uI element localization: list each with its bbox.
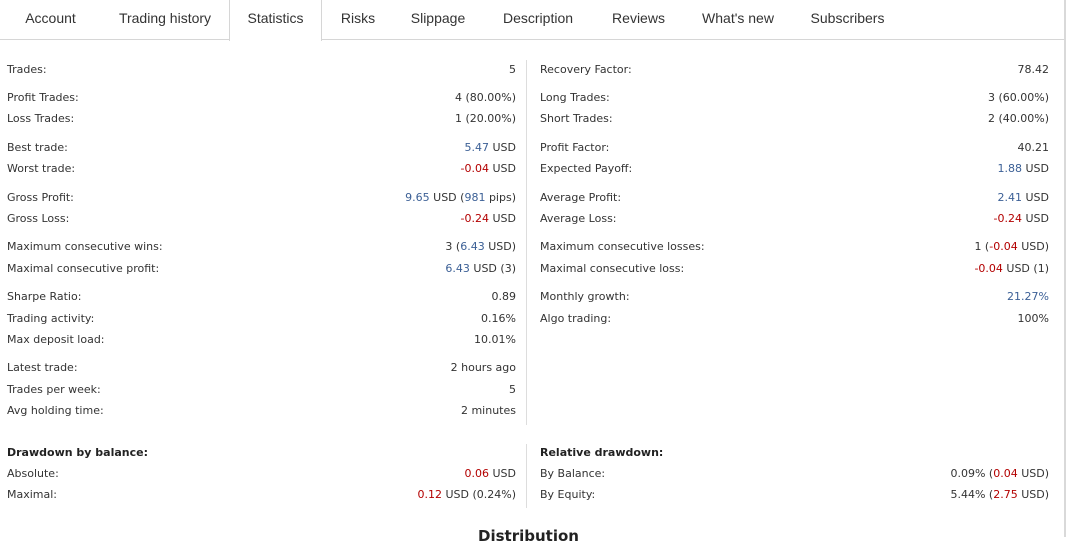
- value-number: -0.24: [460, 212, 489, 225]
- value-tail: USD): [1017, 488, 1049, 501]
- stat-label: Maximal consecutive profit:: [7, 262, 160, 275]
- stat-label: Profit Trades:: [7, 91, 79, 104]
- stat-value: 0.16%: [481, 312, 516, 325]
- value-tail: USD): [1017, 240, 1049, 253]
- value-tail: USD): [484, 240, 516, 253]
- value-number: 1.88: [997, 162, 1022, 175]
- stat-value: 10.01%: [474, 333, 516, 346]
- stat-label: By Equity:: [540, 488, 596, 501]
- value-number: -0.24: [993, 212, 1022, 225]
- value-unit: USD: [1021, 191, 1049, 204]
- stat-label: Maximal:: [7, 488, 58, 501]
- stat-value: 2 (40.00%): [987, 112, 1049, 125]
- section-heading: Relative drawdown:: [540, 446, 664, 459]
- value-number: 2.75: [993, 488, 1018, 501]
- stat-value: [800, 161, 1049, 177]
- stat-average-loss: [0, 211, 1060, 227]
- stat-label: Avg holding time:: [7, 404, 104, 417]
- value-number: 6.43: [445, 262, 470, 275]
- stat-label: Maximum consecutive losses:: [540, 240, 705, 253]
- stat-label: Trading activity:: [7, 312, 95, 325]
- value-number: 0.04: [993, 467, 1018, 480]
- stat-value: [800, 190, 1049, 206]
- stat-label: Gross Profit:: [7, 191, 74, 204]
- value-unit: USD: [488, 141, 516, 154]
- value-number: -0.04: [460, 162, 489, 175]
- stat-value: 1 (20.00%): [454, 112, 516, 125]
- stat-max-deposit-load: [0, 332, 520, 348]
- scrollbar[interactable]: [1064, 0, 1066, 537]
- stat-recovery-factor: [0, 62, 1060, 78]
- tab-subscribers[interactable]: Subscribers: [810, 10, 885, 26]
- stat-max-consecutive-loss: [0, 261, 1060, 277]
- stat-value: 2 hours ago: [450, 361, 516, 374]
- stat-label: Gross Loss:: [7, 212, 70, 225]
- stat-label: Average Loss:: [540, 212, 617, 225]
- value-tail: USD (0.24%): [441, 488, 516, 501]
- value-number: 9.65: [405, 191, 430, 204]
- tab-statistics[interactable]: Statistics: [229, 0, 322, 41]
- tab-reviews[interactable]: Reviews: [612, 10, 665, 26]
- tab-trading-history[interactable]: Trading history: [118, 10, 212, 26]
- value-unit: USD: [1021, 162, 1049, 175]
- distribution-heading: Distribution: [478, 527, 579, 545]
- stat-value: [800, 487, 1049, 503]
- stat-label: Max deposit load:: [7, 333, 105, 346]
- value-prefix: 1 (: [974, 240, 990, 253]
- stat-label: Loss Trades:: [7, 112, 75, 125]
- tab-description[interactable]: Description: [502, 10, 574, 26]
- stat-label: Sharpe Ratio:: [7, 290, 82, 303]
- value-tail: USD): [1017, 467, 1049, 480]
- value-prefix: 5.44% (: [950, 488, 994, 501]
- stat-label: Trades:: [7, 63, 47, 76]
- stat-label: Absolute:: [7, 467, 59, 480]
- stat-value: [800, 211, 1049, 227]
- stat-value: 21.27%: [1007, 290, 1049, 303]
- stat-value: 3 (60.00%): [987, 91, 1049, 104]
- value-unit: USD: [488, 162, 516, 175]
- value-number: 2.41: [997, 191, 1022, 204]
- stat-value: 4 (80.00%): [454, 91, 516, 104]
- value-pips: 981: [464, 191, 486, 204]
- stat-long-trades: [0, 90, 1060, 106]
- stat-algo-trading: [0, 311, 1060, 327]
- value-number: 5.47: [464, 141, 489, 154]
- stat-label: Profit Factor:: [540, 141, 610, 154]
- stat-label: By Balance:: [540, 467, 606, 480]
- tab-risks[interactable]: Risks: [340, 10, 376, 26]
- value-tail: USD (3): [469, 262, 516, 275]
- stat-label: Maximal consecutive loss:: [540, 262, 685, 275]
- stat-label: Latest trade:: [7, 361, 78, 374]
- value-number: 0.06: [464, 467, 489, 480]
- stat-expected-payoff: [0, 161, 1060, 177]
- value-tail: pips): [485, 191, 516, 204]
- stat-value: 40.21: [1017, 141, 1049, 154]
- value-prefix: 3 (: [445, 240, 461, 253]
- stat-value: 78.42: [1017, 63, 1049, 76]
- tab-account[interactable]: Account: [25, 10, 76, 26]
- value-unit: USD: [488, 467, 516, 480]
- tab-slippage[interactable]: Slippage: [410, 10, 466, 26]
- stat-label: Expected Payoff:: [540, 162, 633, 175]
- value-unit: USD (: [429, 191, 465, 204]
- stat-short-trades: [0, 111, 1060, 127]
- value-unit: USD: [488, 212, 516, 225]
- value-tail: USD (1): [1002, 262, 1049, 275]
- stat-value: 5: [509, 383, 516, 396]
- stat-trades-per-week: [0, 382, 520, 398]
- stat-label: Long Trades:: [540, 91, 610, 104]
- stat-profit-factor: [0, 140, 1060, 156]
- stat-label: Algo trading:: [540, 312, 612, 325]
- value-prefix: 0.09% (: [950, 467, 994, 480]
- value-number: -0.04: [989, 240, 1018, 253]
- stat-label: Average Profit:: [540, 191, 622, 204]
- relative-drawdown-title: [0, 445, 1060, 461]
- stat-label: Short Trades:: [540, 112, 613, 125]
- stat-label: Recovery Factor:: [540, 63, 632, 76]
- stat-average-profit: [0, 190, 1060, 206]
- stat-label: Monthly growth:: [540, 290, 630, 303]
- stat-relative-by-equity: [0, 487, 1060, 503]
- tab-bar: [0, 0, 1064, 40]
- stat-label: Trades per week:: [7, 383, 101, 396]
- value-number: -0.04: [974, 262, 1003, 275]
- stat-value: 100%: [1017, 312, 1049, 325]
- stat-max-consecutive-losses: [0, 239, 1060, 255]
- stat-avg-holding-time: [0, 403, 520, 419]
- stat-value: 0.89: [491, 290, 516, 303]
- stat-label: Maximum consecutive wins:: [7, 240, 163, 253]
- stat-value: [800, 466, 1049, 482]
- value-number: 6.43: [460, 240, 485, 253]
- stat-relative-by-balance: [0, 466, 1060, 482]
- tab-whats-new[interactable]: What's new: [702, 10, 774, 26]
- stat-monthly-growth: [0, 289, 1060, 305]
- stat-value: 2 minutes: [460, 404, 516, 417]
- stat-value: 5: [509, 63, 516, 76]
- value-unit: USD: [1021, 212, 1049, 225]
- stat-label: Worst trade:: [7, 162, 76, 175]
- stat-value: [800, 261, 1049, 277]
- value-number: 0.12: [417, 488, 442, 501]
- stat-value: [800, 239, 1049, 255]
- section-heading: Drawdown by balance:: [7, 446, 148, 459]
- stat-label: Best trade:: [7, 141, 68, 154]
- stat-latest-trade: [0, 360, 520, 376]
